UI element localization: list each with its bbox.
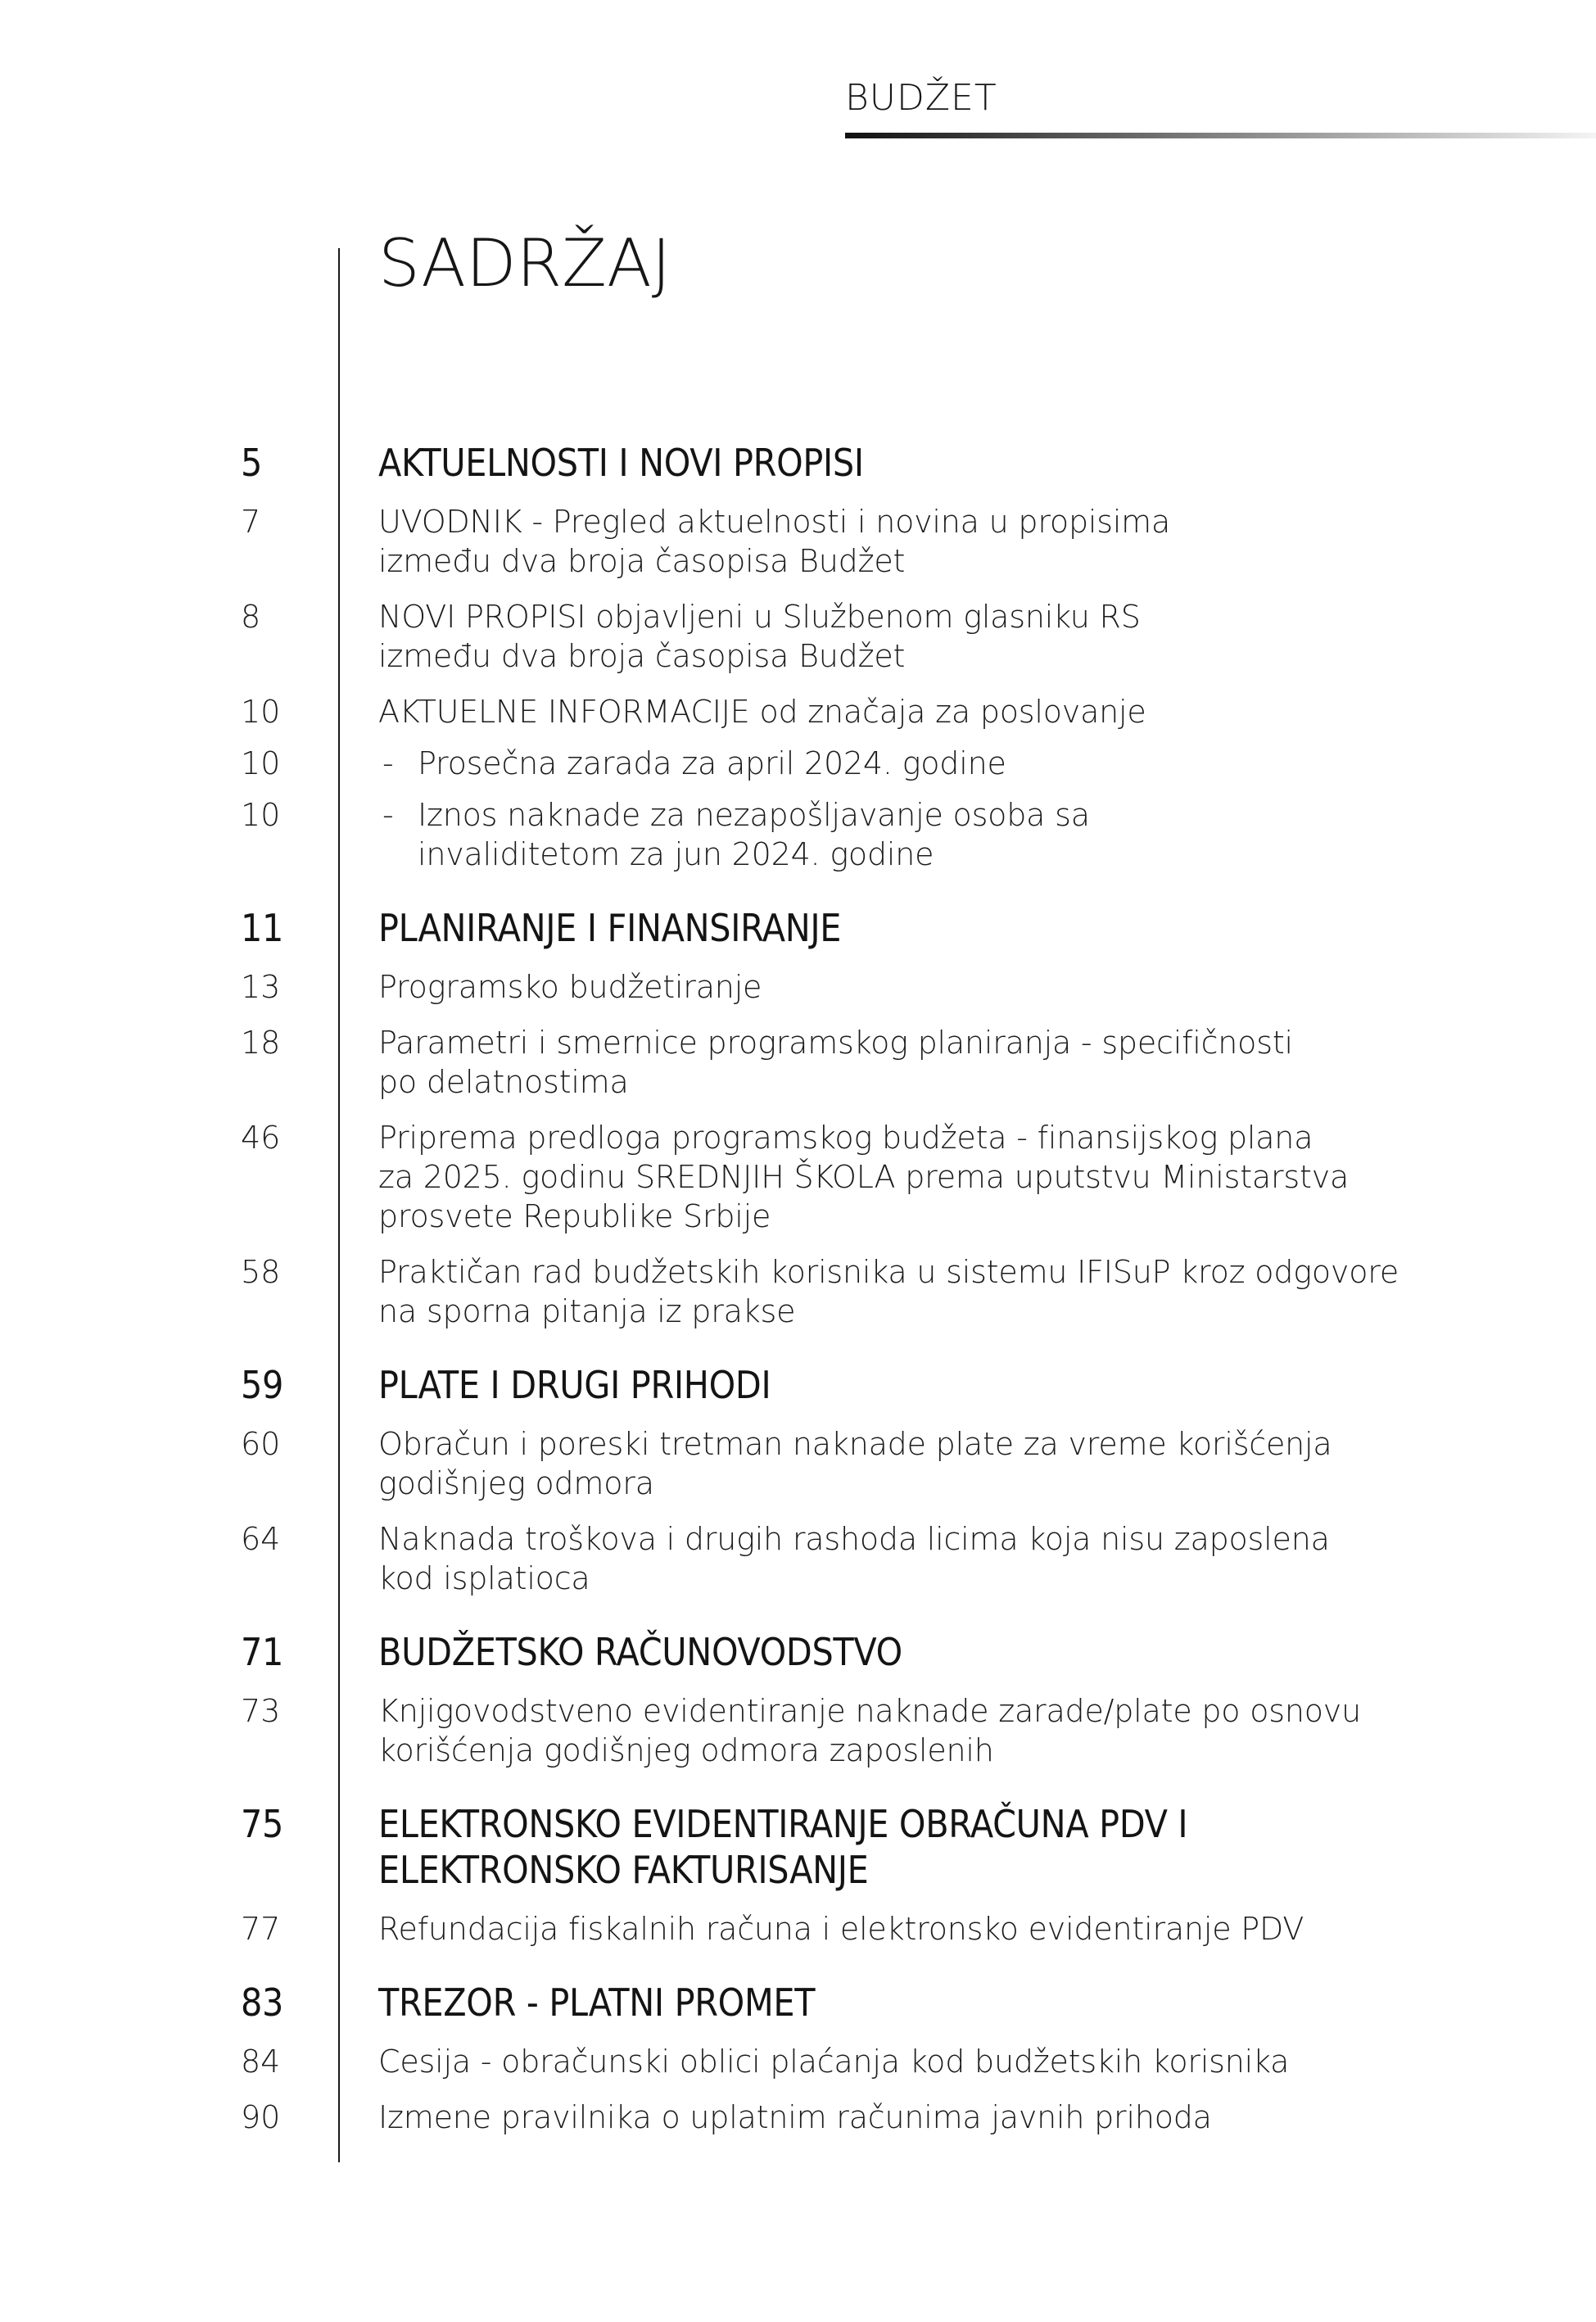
toc-row-dash bbox=[0, 744, 1596, 783]
toc-page-number: 60 bbox=[241, 1426, 281, 1462]
toc-page-number: 83 bbox=[241, 1980, 284, 2025]
toc-line: TREZOR - PLATNI PROMET bbox=[378, 1980, 816, 2025]
toc-row-entry bbox=[0, 692, 1596, 731]
toc-line: Refundacija fiskalnih računa i elektronsko evidentiranje PDV bbox=[378, 1911, 1304, 1947]
toc-row-entry bbox=[0, 1118, 1596, 1236]
toc-entry-text bbox=[378, 1801, 1498, 1893]
dash-bullet: - bbox=[382, 745, 394, 781]
toc-page-number: 84 bbox=[241, 2044, 281, 2080]
toc-entry-text bbox=[378, 1691, 1498, 1770]
toc-entry-text bbox=[378, 597, 1498, 676]
toc-rows bbox=[0, 440, 1596, 2137]
toc-row-section bbox=[0, 905, 1596, 951]
dash-bullet: - bbox=[382, 797, 394, 833]
toc-line: korišćenja godišnjeg odmora zaposlenih bbox=[378, 1732, 994, 1768]
toc-line: UVODNIK - Pregled aktuelnosti i novina u propisima bbox=[378, 504, 1171, 540]
toc-line: prosvete Republike Srbije bbox=[378, 1198, 771, 1234]
toc-line: ELEKTRONSKO EVIDENTIRANJE OBRAČUNA PDV I bbox=[378, 1802, 1188, 1846]
toc-row-entry bbox=[0, 2098, 1596, 2137]
toc-entry-text bbox=[378, 1118, 1498, 1236]
toc-page-number: 75 bbox=[241, 1802, 284, 1846]
toc-line: Parametri i smernice programskog planiranja - specifičnosti bbox=[378, 1025, 1293, 1061]
toc-page-number: 58 bbox=[241, 1254, 281, 1290]
toc-page-number: 7 bbox=[241, 504, 261, 540]
toc-line-text: Prosečna zarada za april 2024. godine bbox=[418, 745, 1006, 781]
toc-row-entry bbox=[0, 597, 1596, 676]
toc-line: ELEKTRONSKO FAKTURISANJE bbox=[378, 1848, 869, 1892]
toc-line: Knjigovodstveno evidentiranje naknade zarade/plate po osnovu bbox=[378, 1693, 1361, 1729]
toc-page-number: 64 bbox=[241, 1521, 281, 1557]
toc-line bbox=[378, 744, 1498, 783]
toc-line: Programsko budžetiranje bbox=[378, 969, 762, 1005]
toc-line: PLANIRANJE I FINANSIRANJE bbox=[378, 906, 842, 950]
toc-entry-text bbox=[378, 692, 1498, 731]
toc-page-number: 10 bbox=[241, 745, 281, 781]
toc bbox=[0, 223, 1596, 2137]
toc-row-entry bbox=[0, 1519, 1596, 1598]
toc-row-entry bbox=[0, 1424, 1596, 1503]
toc-page-number: 11 bbox=[241, 906, 284, 950]
toc-line: Naknada troškova i drugih rashoda licima koja nisu zaposlena bbox=[378, 1521, 1330, 1557]
toc-line: između dva broja časopisa Budžet bbox=[378, 543, 906, 579]
toc-row-entry bbox=[0, 967, 1596, 1007]
toc-row-section bbox=[0, 1362, 1596, 1408]
toc-row-entry bbox=[0, 1023, 1596, 1102]
toc-page-number: 8 bbox=[241, 599, 261, 635]
toc-line: invaliditetom za jun 2024. godine bbox=[418, 836, 934, 872]
toc-line: AKTUELNE INFORMACIJE od značaja za poslovanje bbox=[378, 694, 1146, 730]
toc-line: za 2025. godinu SREDNJIH ŠKOLA prema uputstvu Ministarstva bbox=[378, 1159, 1350, 1195]
toc-page-number: 13 bbox=[241, 969, 281, 1005]
page-title: SADRŽAJ bbox=[378, 225, 671, 301]
toc-line: PLATE I DRUGI PRIHODI bbox=[378, 1363, 771, 1407]
toc-entry-text bbox=[378, 967, 1498, 1007]
magazine-brand: BUDŽET bbox=[845, 77, 997, 119]
toc-entry-text bbox=[378, 795, 1498, 874]
toc-entry-text bbox=[378, 1362, 1498, 1408]
toc-page-number: 73 bbox=[241, 1693, 281, 1729]
toc-page-number: 10 bbox=[241, 694, 281, 730]
toc-line: Obračun i poreski tretman naknade plate za vreme korišćenja bbox=[378, 1426, 1332, 1462]
toc-line: kod isplatioca bbox=[378, 1560, 590, 1596]
toc-page-number: 18 bbox=[241, 1025, 281, 1061]
toc-page-number: 77 bbox=[241, 1911, 281, 1947]
toc-page-number: 90 bbox=[241, 2099, 281, 2135]
toc-line: NOVI PROPISI objavljeni u Službenom glasniku RS bbox=[378, 599, 1141, 635]
toc-row-section bbox=[0, 1801, 1596, 1893]
toc-entry-text bbox=[378, 1023, 1498, 1102]
toc-entry-text bbox=[378, 2098, 1498, 2137]
toc-entry-text bbox=[378, 440, 1498, 486]
toc-line: Priprema predloga programskog budžeta - finansijskog plana bbox=[378, 1120, 1313, 1156]
toc-page-number: 46 bbox=[241, 1120, 281, 1156]
toc-page-number: 5 bbox=[241, 441, 263, 485]
toc-row-entry bbox=[0, 1909, 1596, 1949]
toc-entry-text bbox=[378, 2042, 1498, 2081]
toc-line: između dva broja časopisa Budžet bbox=[378, 638, 906, 674]
toc-row-dash bbox=[0, 795, 1596, 874]
toc-entry-text bbox=[378, 1909, 1498, 1949]
toc-line-text: Iznos naknade za nezapošljavanje osoba sa bbox=[418, 797, 1090, 833]
toc-entry-text bbox=[378, 1424, 1498, 1503]
toc-line: godišnjeg odmora bbox=[378, 1465, 654, 1501]
toc-row-section bbox=[0, 1629, 1596, 1675]
toc-page-number: 10 bbox=[241, 797, 281, 833]
toc-row-entry bbox=[0, 502, 1596, 581]
toc-page-number: 59 bbox=[241, 1363, 284, 1407]
toc-line bbox=[378, 795, 1498, 835]
toc-line: na sporna pitanja iz prakse bbox=[378, 1293, 796, 1329]
toc-line: AKTUELNOSTI I NOVI PROPISI bbox=[378, 441, 864, 485]
toc-entry-text bbox=[378, 1519, 1498, 1598]
toc-entry-text bbox=[378, 744, 1498, 783]
toc-row-section bbox=[0, 440, 1596, 486]
toc-line: Praktičan rad budžetskih korisnika u sistemu IFISuP kroz odgovore bbox=[378, 1254, 1399, 1290]
toc-row-entry bbox=[0, 1252, 1596, 1331]
toc-entry-text bbox=[378, 1980, 1498, 2026]
toc-line: Cesija - obračunski oblici plaćanja kod budžetskih korisnika bbox=[378, 2044, 1290, 2080]
header-gradient-rule bbox=[845, 133, 1596, 138]
toc-line: BUDŽETSKO RAČUNOVODSTVO bbox=[378, 1630, 902, 1674]
toc-row-entry bbox=[0, 1691, 1596, 1770]
toc-entry-text bbox=[378, 1252, 1498, 1331]
toc-row-section bbox=[0, 1980, 1596, 2026]
toc-entry-text bbox=[378, 1629, 1498, 1675]
toc-entry-text bbox=[378, 905, 1498, 951]
toc-line: po delatnostima bbox=[378, 1064, 629, 1100]
toc-row-entry bbox=[0, 2042, 1596, 2081]
toc-page-number: 71 bbox=[241, 1630, 284, 1674]
toc-entry-text bbox=[378, 502, 1498, 581]
toc-line: Izmene pravilnika o uplatnim računima javnih prihoda bbox=[378, 2099, 1212, 2135]
